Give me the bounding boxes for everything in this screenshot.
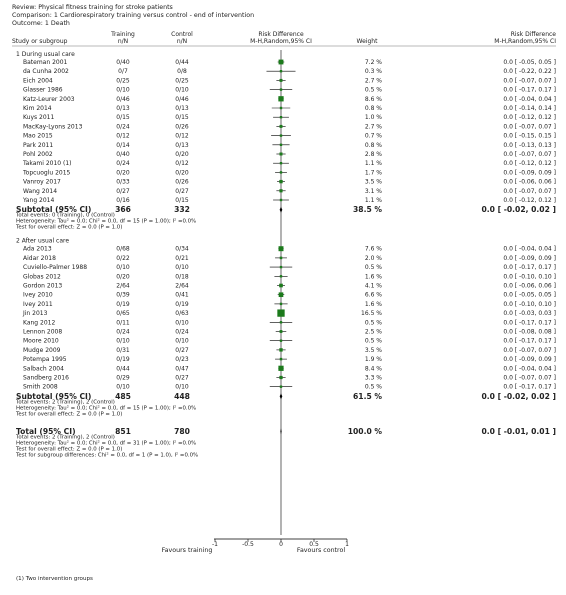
x-tick-label-1: -1 — [212, 541, 218, 548]
study-2-16-box — [280, 386, 282, 388]
total-diamond — [280, 428, 281, 434]
study-2-10-control: 0/24 — [175, 328, 189, 336]
study-2-8-name: Jin 2013 — [23, 310, 48, 318]
subgroup-1-title: 1 During usual care — [16, 51, 75, 58]
subtotal-1-training: 366 — [115, 205, 131, 215]
study-2-14-training: 0/44 — [116, 365, 130, 373]
study-2-5-box — [279, 284, 283, 288]
study-2-11-training: 0/10 — [116, 337, 130, 345]
study-2-13-control: 0/23 — [175, 356, 189, 364]
total-note-1: Total events: 2 (Training), 2 (Control) — [16, 434, 115, 441]
study-2-8-control: 0/63 — [175, 310, 189, 318]
total-control: 780 — [174, 426, 190, 436]
study-2-12-control: 0/27 — [175, 346, 189, 354]
subtotal-2-note-3: Test for overall effect: Z = 0.0 (P = 1.0) — [16, 411, 123, 418]
study-2-9-box — [280, 321, 282, 323]
subtotal-1-note-2: Heterogeneity: Tau² = 0.0; Chi² = 0.0, df = 15 (P = 1.00); I² =0.0% — [16, 218, 197, 225]
x-tick-label-5: 1 — [345, 541, 349, 548]
subtotal-2-control: 448 — [174, 391, 190, 401]
study-2-8-box — [277, 309, 284, 316]
x-tick-label-4: 0.5 — [309, 541, 319, 548]
study-2-7-ci: 0.0 [ -0.10, 0.10 ] — [503, 300, 556, 308]
subtotal-2-training: 485 — [115, 391, 131, 401]
study-2-10-box — [280, 330, 283, 333]
subtotal-2-ci: 0.0 [ -0.02, 0.02 ] — [481, 391, 556, 401]
study-2-11-control: 0/10 — [175, 337, 189, 345]
study-2-5-name: Gordon 2013 — [23, 282, 63, 290]
total-label: Total (95% CI) — [16, 426, 76, 436]
study-1-14-control: 0/26 — [175, 178, 189, 186]
study-1-16-ci: 0.0 [ -0.12, 0.12 ] — [503, 197, 556, 204]
study-1-6-ci: 0.0 [ -0.14, 0.14 ] — [503, 105, 556, 112]
study-2-1-name: Ada 2013 — [23, 245, 52, 253]
study-1-7-name: Kuys 2011 — [23, 114, 55, 122]
study-2-14-box — [278, 366, 283, 371]
study-1-1-name: Bateman 2001 — [23, 59, 68, 66]
study-2-6-control: 0/41 — [175, 291, 189, 299]
study-1-7-control: 0/15 — [175, 114, 189, 122]
study-1-7-weight: 1.0 % — [364, 114, 382, 122]
study-1-9-box — [280, 134, 282, 136]
study-1-5-training: 0/46 — [116, 95, 130, 103]
study-1-14-box — [279, 180, 282, 183]
study-2-15-control: 0/27 — [175, 374, 189, 382]
study-1-13-weight: 1.7 % — [364, 169, 382, 177]
study-1-10-name: Park 2011 — [23, 141, 54, 149]
study-1-6-box — [280, 107, 282, 109]
study-2-14-ci: 0.0 [ -0.04, 0.04 ] — [503, 365, 556, 373]
study-1-2-ci: 0.0 [ -0.22, 0.22 ] — [503, 68, 556, 76]
col-rd-values-header: Risk Difference — [510, 31, 556, 38]
subtotal-1-weight: 38.5 % — [353, 205, 382, 215]
study-2-12-ci: 0.0 [ -0.07, 0.07 ] — [503, 346, 556, 354]
subtotal-2-note-1: Total events: 2 (Training), 2 (Control) — [16, 399, 115, 406]
study-2-15-training: 0/29 — [116, 374, 130, 382]
x-tick-label-2: -0.5 — [242, 541, 254, 548]
study-1-12-ci: 0.0 [ -0.12, 0.12 ] — [503, 160, 556, 168]
study-1-16-training: 0/16 — [116, 197, 130, 204]
study-2-15-box — [279, 376, 282, 379]
subtotal-1-note-1: Total events: 0 (Training), 0 (Control) — [16, 212, 115, 219]
study-1-3-name: Eich 2004 — [23, 77, 53, 85]
study-1-2-weight: 0.3 % — [364, 68, 382, 76]
study-1-12-box — [280, 162, 282, 164]
study-2-7-weight: 1.6 % — [364, 300, 382, 308]
subtotal-2-weight: 61.5 % — [353, 391, 382, 401]
study-1-11-box — [279, 152, 282, 155]
study-2-2-control: 0/21 — [175, 254, 189, 262]
study-1-16-box — [280, 199, 282, 201]
study-1-11-ci: 0.0 [ -0.07, 0.07 ] — [503, 151, 556, 158]
col-rd-values-sub: M-H,Random,95% CI — [494, 38, 556, 45]
study-1-11-training: 0/40 — [116, 151, 130, 158]
study-1-5-name: Katz-Leurer 2003 — [23, 95, 75, 103]
study-1-15-weight: 3.1 % — [364, 187, 382, 195]
study-2-12-weight: 3.5 % — [364, 346, 382, 354]
study-2-13-training: 0/19 — [116, 356, 130, 364]
study-2-3-box — [280, 266, 282, 268]
study-1-4-training: 0/10 — [116, 86, 130, 94]
study-1-8-training: 0/24 — [116, 123, 130, 131]
study-1-16-weight: 1.1 % — [364, 197, 382, 204]
study-2-12-box — [279, 348, 282, 351]
total-weight: 100.0 % — [347, 426, 382, 436]
study-2-10-training: 0/24 — [116, 328, 130, 336]
study-2-6-weight: 6.6 % — [364, 291, 382, 299]
study-1-12-training: 0/24 — [116, 160, 130, 168]
study-2-14-weight: 8.4 % — [364, 365, 382, 373]
study-1-7-box — [280, 116, 282, 118]
study-2-3-training: 0/10 — [116, 264, 130, 272]
total-note-2: Heterogeneity: Tau² = 0.0; Chi² = 0.0, df = 31 (P = 1.00); I² =0.0% — [16, 440, 197, 447]
study-1-12-name: Takami 2010 (1) — [23, 160, 72, 168]
study-2-11-weight: 0.5 % — [364, 337, 382, 345]
study-2-1-box — [279, 246, 284, 251]
subtotal-2-note-2: Heterogeneity: Tau² = 0.0; Chi² = 0.0, df = 15 (P = 1.00); I² =0.0% — [16, 405, 197, 412]
study-1-5-box — [278, 96, 283, 101]
study-2-4-weight: 1.6 % — [364, 273, 382, 281]
study-2-14-control: 0/47 — [175, 365, 189, 373]
study-2-9-ci: 0.0 [ -0.17, 0.17 ] — [503, 319, 556, 327]
study-1-11-control: 0/20 — [175, 151, 189, 158]
study-1-2-name: da Cunha 2002 — [23, 68, 69, 76]
study-2-10-weight: 2.5 % — [364, 328, 382, 336]
study-2-15-name: Sandberg 2016 — [23, 374, 69, 382]
subtotal-1-label: Subtotal (95% CI) — [16, 205, 92, 215]
study-2-4-name: Globas 2012 — [23, 273, 61, 281]
study-2-6-ci: 0.0 [ -0.05, 0.05 ] — [503, 291, 556, 299]
study-2-7-box — [280, 303, 282, 305]
study-1-8-box — [280, 125, 283, 128]
study-1-8-name: MacKay-Lyons 2013 — [23, 123, 83, 131]
study-1-3-box — [280, 79, 283, 82]
col-rd-plot-sub: M-H,Random,95% CI — [250, 38, 312, 45]
study-1-2-control: 0/8 — [177, 68, 187, 76]
favours-control-label: Favours control — [296, 547, 346, 554]
study-2-7-name: Ivey 2011 — [23, 300, 53, 308]
study-2-13-name: Potempa 1995 — [23, 356, 67, 364]
study-1-11-name: Pohl 2002 — [23, 151, 53, 158]
study-1-9-training: 0/12 — [116, 132, 130, 140]
study-1-4-control: 0/10 — [175, 86, 189, 94]
study-2-4-box — [280, 275, 282, 277]
study-2-7-control: 0/19 — [175, 300, 189, 308]
study-2-5-training: 2/64 — [116, 282, 130, 290]
outcome-line: Outcome: 1 Death — [12, 20, 70, 27]
study-2-2-box — [280, 257, 283, 260]
study-2-5-ci: 0.0 [ -0.06, 0.06 ] — [503, 282, 556, 290]
study-2-5-weight: 4.1 % — [364, 282, 382, 290]
study-1-15-ci: 0.0 [ -0.07, 0.07 ] — [503, 187, 556, 195]
study-2-1-control: 0/34 — [175, 245, 189, 253]
review-line: Review: Physical fitness training for stroke patients — [12, 4, 173, 11]
study-2-5-control: 2/64 — [175, 282, 189, 290]
study-2-3-name: Cuviello-Palmer 1988 — [23, 264, 88, 272]
study-1-12-weight: 1.1 % — [364, 160, 382, 168]
study-1-1-control: 0/44 — [175, 59, 189, 66]
study-1-4-ci: 0.0 [ -0.17, 0.17 ] — [503, 86, 556, 94]
study-1-14-training: 0/33 — [116, 178, 130, 186]
study-2-15-ci: 0.0 [ -0.07, 0.07 ] — [503, 374, 556, 382]
col-weight-header: Weight — [356, 38, 378, 45]
study-2-2-training: 0/22 — [116, 254, 130, 262]
study-2-8-training: 0/65 — [116, 310, 130, 318]
study-1-13-training: 0/20 — [116, 169, 130, 177]
study-1-3-weight: 2.7 % — [364, 77, 382, 85]
study-2-11-ci: 0.0 [ -0.17, 0.17 ] — [503, 337, 556, 345]
study-2-16-training: 0/10 — [116, 383, 130, 391]
study-1-6-weight: 0.8 % — [364, 105, 382, 112]
study-2-2-name: Aidar 2018 — [23, 254, 56, 262]
study-2-12-name: Mudge 2009 — [23, 346, 61, 354]
study-1-9-weight: 0.7 % — [364, 132, 382, 140]
study-1-2-box — [280, 70, 282, 72]
study-2-9-training: 0/11 — [116, 319, 130, 327]
study-2-6-training: 0/39 — [116, 291, 130, 299]
study-1-3-control: 0/25 — [175, 77, 189, 85]
study-1-8-control: 0/26 — [175, 123, 189, 131]
col-control-header: Control — [171, 31, 193, 38]
total-note-4: Test for subgroup differences: Chi² = 0.0, df = 1 (P = 1.0), I² =0.0% — [16, 452, 199, 459]
study-1-10-ci: 0.0 [ -0.13, 0.13 ] — [503, 141, 556, 149]
study-2-3-ci: 0.0 [ -0.17, 0.17 ] — [503, 264, 556, 272]
study-2-9-name: Kang 2012 — [23, 319, 56, 327]
study-1-13-ci: 0.0 [ -0.09, 0.09 ] — [503, 169, 556, 177]
study-1-1-weight: 7.2 % — [364, 59, 382, 66]
study-1-4-weight: 0.5 % — [364, 86, 382, 94]
study-2-14-name: Salbach 2004 — [23, 365, 64, 373]
study-1-2-training: 0/7 — [118, 68, 128, 76]
study-1-4-box — [280, 88, 282, 90]
footnote: (1) Two intervention groups — [16, 576, 93, 582]
study-2-9-control: 0/10 — [175, 319, 189, 327]
study-1-15-training: 0/27 — [116, 187, 130, 195]
study-1-8-ci: 0.0 [ -0.07, 0.07 ] — [503, 123, 556, 131]
study-2-3-control: 0/10 — [175, 264, 189, 272]
study-2-8-ci: 0.0 [ -0.03, 0.03 ] — [503, 310, 556, 318]
study-2-4-ci: 0.0 [ -0.10, 0.10 ] — [503, 273, 556, 281]
study-2-6-name: Ivey 2010 — [23, 291, 53, 299]
study-1-16-name: Yang 2014 — [23, 197, 55, 204]
subtotal-2-label: Subtotal (95% CI) — [16, 391, 92, 401]
study-2-13-ci: 0.0 [ -0.09, 0.09 ] — [503, 356, 556, 364]
study-2-7-training: 0/19 — [116, 300, 130, 308]
study-2-6-box — [279, 292, 284, 297]
study-1-14-weight: 3.5 % — [364, 178, 382, 186]
study-2-16-ci: 0.0 [ -0.17, 0.17 ] — [503, 383, 556, 391]
study-2-16-weight: 0.5 % — [364, 383, 382, 391]
study-1-1-box — [279, 60, 284, 65]
subtotal-1-diamond — [280, 207, 283, 213]
subtotal-1-control: 332 — [174, 205, 190, 215]
col-study-header: Study or subgroup — [12, 38, 68, 45]
study-1-10-training: 0/14 — [116, 141, 130, 149]
study-1-15-box — [279, 189, 282, 192]
study-2-3-weight: 0.5 % — [364, 264, 382, 272]
study-1-8-weight: 2.7 % — [364, 123, 382, 131]
study-2-2-ci: 0.0 [ -0.09, 0.09 ] — [503, 254, 556, 262]
study-2-8-weight: 16.5 % — [361, 310, 382, 318]
study-2-16-name: Smith 2008 — [23, 383, 58, 391]
col-training-sub: n/N — [117, 38, 129, 45]
study-1-6-training: 0/13 — [116, 105, 130, 112]
col-training-header: Training — [111, 31, 135, 38]
study-2-2-weight: 2.0 % — [364, 254, 382, 262]
study-2-1-weight: 7.6 % — [364, 245, 382, 253]
study-1-14-name: Vanroy 2017 — [23, 178, 61, 186]
study-1-3-ci: 0.0 [ -0.07, 0.07 ] — [503, 77, 556, 85]
study-1-11-weight: 2.8 % — [364, 151, 382, 158]
study-1-13-control: 0/20 — [175, 169, 189, 177]
study-2-15-weight: 3.3 % — [364, 374, 382, 382]
study-1-4-name: Glasser 1986 — [23, 86, 63, 94]
study-2-12-training: 0/31 — [116, 346, 130, 354]
subgroup-2-title: 2 After usual care — [16, 237, 70, 245]
study-1-5-ci: 0.0 [ -0.04, 0.04 ] — [503, 95, 556, 103]
study-1-7-ci: 0.0 [ -0.12, 0.12 ] — [503, 114, 556, 122]
subtotal-1-note-3: Test for overall effect: Z = 0.0 (P = 1.0) — [16, 224, 123, 231]
subtotal-2-diamond — [280, 393, 283, 399]
comparison-line: Comparison: 1 Cardiorespiratory training versus control - end of intervention — [12, 12, 255, 19]
study-2-10-name: Lennon 2008 — [23, 328, 63, 336]
study-2-1-ci: 0.0 [ -0.04, 0.04 ] — [503, 245, 556, 253]
study-1-15-name: Wang 2014 — [23, 187, 58, 195]
study-1-6-control: 0/13 — [175, 105, 189, 112]
study-2-4-control: 0/18 — [175, 273, 189, 281]
study-2-11-name: Moore 2010 — [23, 337, 59, 345]
study-1-9-control: 0/12 — [175, 132, 189, 140]
favours-training-label: Favours training — [161, 547, 213, 554]
study-1-13-box — [280, 171, 282, 173]
study-1-5-weight: 8.6 % — [364, 95, 382, 103]
col-rd-plot-header: Risk Difference — [258, 31, 304, 38]
study-1-10-control: 0/13 — [175, 141, 189, 149]
study-2-13-weight: 1.9 % — [364, 356, 382, 364]
total-training: 851 — [115, 426, 131, 436]
study-2-4-training: 0/20 — [116, 273, 130, 281]
col-control-sub: n/N — [176, 38, 188, 45]
study-2-1-training: 0/68 — [116, 245, 130, 253]
study-1-10-box — [280, 144, 282, 146]
study-2-10-ci: 0.0 [ -0.08, 0.08 ] — [503, 328, 556, 336]
study-1-15-control: 0/27 — [175, 187, 189, 195]
study-1-3-training: 0/25 — [116, 77, 130, 85]
study-2-16-control: 0/10 — [175, 383, 189, 391]
study-1-6-name: Kim 2014 — [23, 105, 52, 112]
study-1-10-weight: 0.8 % — [364, 141, 382, 149]
study-1-16-control: 0/15 — [175, 197, 189, 204]
study-1-5-control: 0/46 — [175, 95, 189, 103]
study-1-7-training: 0/15 — [116, 114, 130, 122]
study-1-1-training: 0/40 — [116, 59, 130, 66]
total-note-3: Test for overall effect: Z = 0.0 (P = 1.0) — [16, 446, 123, 453]
study-1-1-ci: 0.0 [ -0.05, 0.05 ] — [503, 59, 556, 66]
subtotal-1-ci: 0.0 [ -0.02, 0.02 ] — [481, 205, 556, 215]
study-1-14-ci: 0.0 [ -0.06, 0.06 ] — [503, 178, 556, 186]
study-1-9-ci: 0.0 [ -0.15, 0.15 ] — [503, 132, 556, 140]
total-ci: 0.0 [ -0.01, 0.01 ] — [481, 426, 556, 436]
study-1-13-name: Topcuoglu 2015 — [23, 169, 71, 177]
study-2-13-box — [280, 358, 282, 360]
study-1-12-control: 0/12 — [175, 160, 189, 168]
x-tick-label-3: 0 — [279, 541, 283, 548]
study-2-9-weight: 0.5 % — [364, 319, 382, 327]
study-2-11-box — [280, 340, 282, 342]
study-1-9-name: Mao 2015 — [23, 132, 53, 140]
